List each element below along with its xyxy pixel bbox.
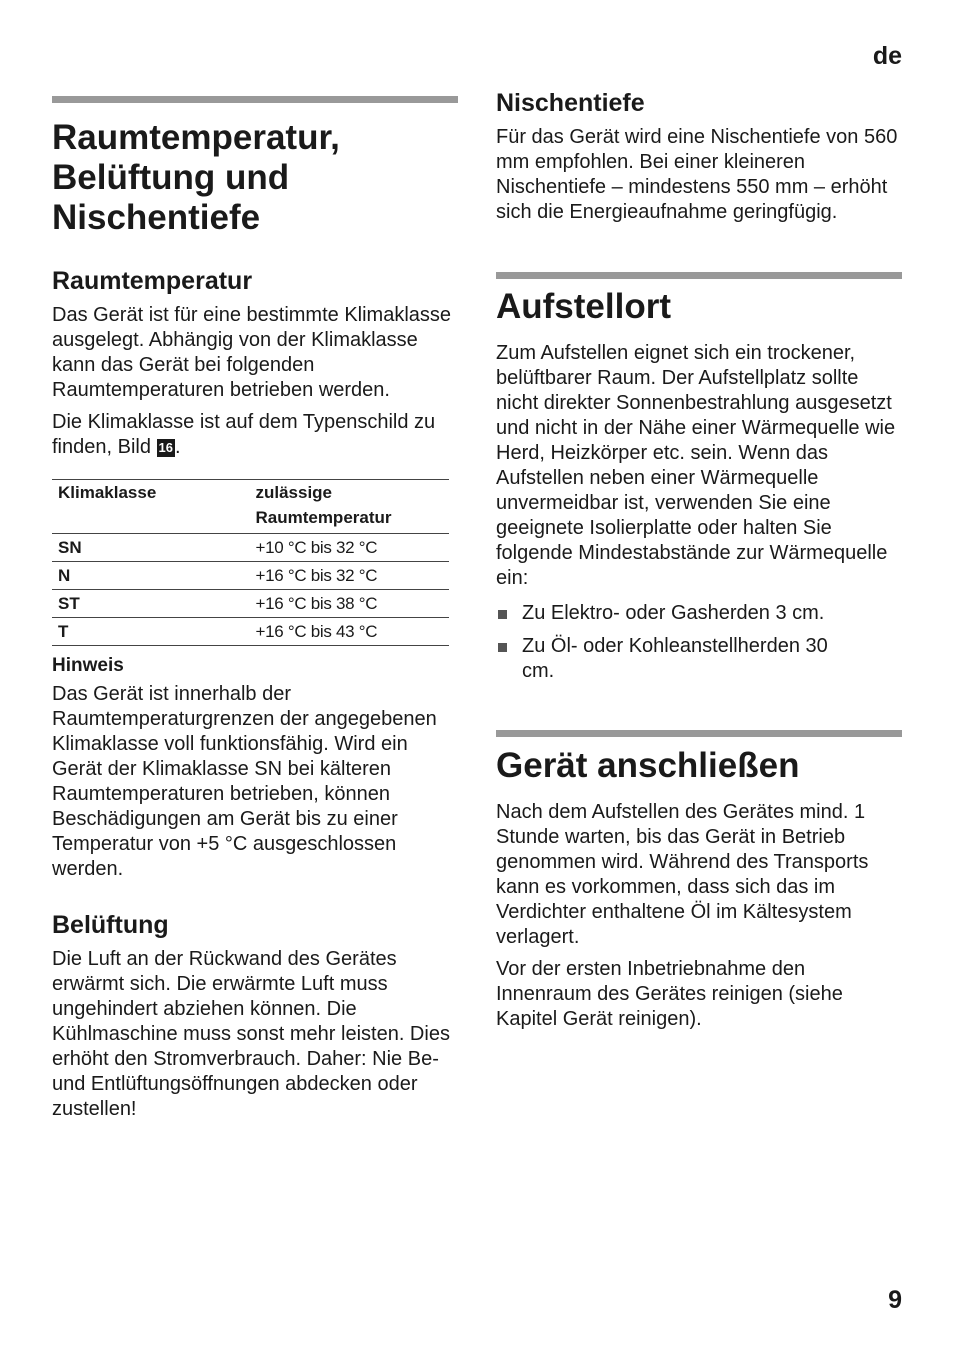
heading-raumtemperatur: Raumtemperatur [52, 267, 253, 295]
section-title-aufstellort: Aufstellort [496, 287, 671, 326]
table-header-row [52, 480, 449, 534]
table-row [52, 562, 449, 590]
section-rule [52, 96, 458, 103]
right-column [496, 88, 902, 1032]
table-row [52, 618, 449, 646]
paragraph-anschliessen-2: Vor der ersten Inbetriebnahme den Innenraum des Gerätes reinigen (siehe Kapitel Gerät reinigen). [496, 958, 843, 1030]
heading-belueftung: Belüftung [52, 911, 169, 939]
climate-class-table [52, 479, 449, 646]
bullet-square-icon [498, 610, 507, 619]
page-number: 9 [888, 1286, 902, 1314]
table-header-raumtemperatur: zulässige Raumtemperatur [249, 480, 449, 534]
table-cell-range: +10 °C bis 32 °C [249, 534, 449, 562]
note-label: Hinweis [52, 655, 124, 676]
language-marker: de [872, 42, 902, 70]
paragraph-raumtemperatur: Das Gerät ist für eine bestimmte Klimaklasse ausgelegt. Abhängig von der Klimaklasse kann das Gerät bei folgenden Raumtemperaturen betrieben werden. [52, 304, 452, 401]
left-column [52, 96, 458, 1122]
distance-list [496, 601, 902, 684]
bullet-square-icon [498, 643, 507, 652]
table-row [52, 590, 449, 618]
list-item-text: Zu Elektro- oder Gasherden 3 cm. [522, 602, 825, 624]
list-item-text: Zu Öl- oder Kohleanstellherden 30 cm. [522, 635, 828, 682]
figure-reference-icon: 16 [158, 440, 173, 455]
paragraph-belueftung: Die Luft an der Rückwand des Gerätes erwärmt sich. Die erwärmte Luft muss ungehindert abziehen können. Die Kühlmaschine muss sonst mehr leisten. Dies erhöht den Stromverbrauch. Daher: Nie Be- und Entlüftungsöffnungen abdecken oder zustellen! [52, 948, 450, 1120]
paragraph-aufstellort: Zum Aufstellen eignet sich ein trockener, belüftbarer Raum. Der Aufstellplatz sollte nicht direkter Sonnenbestrahlung ausgesetzt und nicht in der Nähe einer Wärmequelle wie Herd, Heizkörper etc. sein. Wenn das Aufstellen neben einer Wärmequelle unvermeidbar ist, verwenden Sie eine geeignete Isolierplatte oder halten Sie folgende Mindestabstände zur Wärmequelle ein: [496, 342, 896, 589]
note-text: Das Gerät ist innerhalb der Raumtemperaturgrenzen der angegebenen Klimaklasse voll funktionsfähig. Wird ein Gerät der Klimaklasse SN bei kälteren Raumtemperaturen betrieben, können Beschädigungen am Gerät bis zu einer Temperatur von +5 °C ausgeschlossen werden. [52, 683, 437, 880]
table-cell-class: T [52, 618, 249, 646]
table-row [52, 534, 449, 562]
table-cell-range: +16 °C bis 38 °C [249, 590, 449, 618]
table-header-klimaklasse: Klimaklasse [52, 480, 249, 534]
typenschild-end: . [174, 436, 181, 458]
heading-nischentiefe: Nischentiefe [496, 89, 645, 117]
paragraph-nischentiefe: Für das Gerät wird eine Nischentiefe von 560 mm empfohlen. Bei einer kleineren Nischentiefe – mindestens 550 mm – erhöht sich die Energieaufnahme geringfügig. [496, 126, 898, 223]
list-item [496, 601, 902, 626]
table-cell-class: ST [52, 590, 249, 618]
section-rule [496, 272, 902, 279]
list-item [496, 634, 862, 684]
typenschild-text: Die Klimaklasse ist auf dem Typenschild zu finden, Bild [52, 411, 436, 458]
paragraph-typenschild [52, 410, 458, 460]
table-cell-class: N [52, 562, 249, 590]
section-title-geraet-anschliessen: Gerät anschließen [496, 746, 800, 785]
section-title-raumtemperatur-belueftung: Raumtemperatur, Belüftung und Nischentiefe [52, 118, 340, 237]
section-rule [496, 730, 902, 737]
table-cell-range: +16 °C bis 32 °C [249, 562, 449, 590]
paragraph-anschliessen-1: Nach dem Aufstellen des Gerätes mind. 1 Stunde warten, bis das Gerät in Betrieb genommen wird. Während des Transports kann es vorkommen, dass sich das im Verdichter enthaltene Öl im Kältesystem verlagert. [496, 801, 869, 948]
table-cell-class: SN [52, 534, 249, 562]
table-cell-range: +16 °C bis 43 °C [249, 618, 449, 646]
